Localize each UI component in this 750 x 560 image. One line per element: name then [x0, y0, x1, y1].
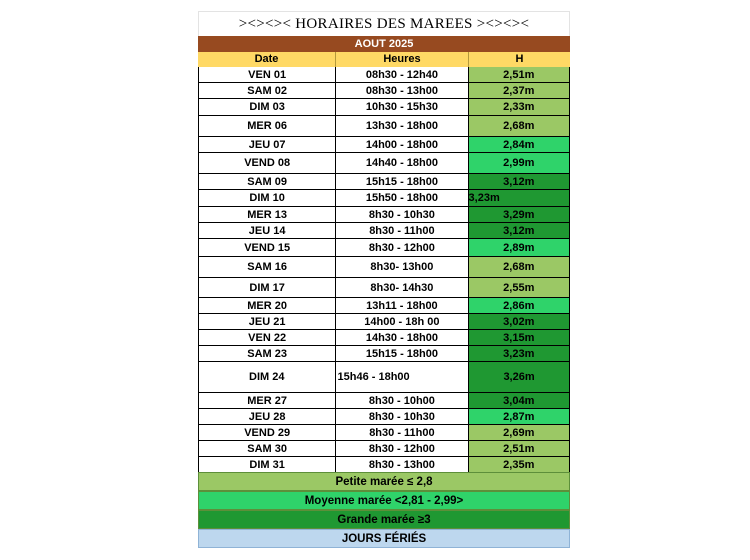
row-hours: 13h11 - 18h00 — [336, 298, 468, 313]
row-date: JEU 07 — [199, 137, 336, 152]
table-row — [199, 190, 569, 207]
row-hours: 08h30 - 13h00 — [336, 83, 468, 98]
table-row — [199, 409, 569, 425]
row-date: SAM 09 — [199, 174, 336, 189]
row-height: 2,68m — [469, 116, 569, 136]
row-height: 2,51m — [469, 67, 569, 82]
table-row — [199, 239, 569, 257]
row-date: JEU 14 — [199, 223, 336, 238]
table-row — [199, 298, 569, 314]
row-height: 2,33m — [469, 99, 569, 115]
row-date: DIM 17 — [199, 278, 336, 297]
row-height: 2,55m — [469, 278, 569, 297]
table-row — [199, 223, 569, 239]
table-row — [199, 137, 569, 153]
table-row — [199, 116, 569, 137]
table-row — [199, 314, 569, 330]
table-row — [199, 425, 569, 441]
row-date: MER 13 — [199, 207, 336, 222]
row-hours: 8h30 - 11h00 — [336, 223, 468, 238]
row-date: VEND 08 — [199, 153, 336, 173]
row-hours: 8h30 - 10h00 — [336, 393, 468, 408]
table-row — [199, 346, 569, 362]
table-row — [199, 83, 569, 99]
column-header-hours: Heures — [336, 52, 469, 67]
table-row — [199, 67, 569, 83]
row-hours: 10h30 - 15h30 — [336, 99, 468, 115]
month-banner: AOUT 2025 — [198, 36, 570, 52]
column-header-date: Date — [198, 52, 336, 67]
row-hours: 14h00 - 18h00 — [336, 137, 468, 152]
table-row — [199, 153, 569, 174]
row-date: SAM 16 — [199, 257, 336, 277]
row-height: 3,12m — [469, 223, 569, 238]
row-date: DIM 10 — [199, 190, 336, 206]
row-date: MER 27 — [199, 393, 336, 408]
row-date: MER 06 — [199, 116, 336, 136]
row-height: 3,15m — [469, 330, 569, 345]
row-date: SAM 23 — [199, 346, 336, 361]
table-row — [199, 441, 569, 457]
row-height: 2,35m — [469, 457, 569, 472]
row-height: 2,84m — [469, 137, 569, 152]
table-row — [199, 207, 569, 223]
row-hours: 8h30 - 13h00 — [336, 457, 468, 472]
row-date: VEND 29 — [199, 425, 336, 440]
row-hours: 8h30- 14h30 — [336, 278, 468, 297]
table-row — [199, 257, 569, 278]
table-row — [199, 174, 569, 190]
column-header-height: H — [515, 53, 524, 65]
table-row — [199, 278, 569, 298]
row-height: 3,23m — [469, 190, 569, 206]
row-date: SAM 30 — [199, 441, 336, 456]
row-height: 3,04m — [469, 393, 569, 408]
row-date: SAM 02 — [199, 83, 336, 98]
row-hours: 15h46 - 18h00 — [336, 362, 470, 392]
row-hours: 8h30- 13h00 — [336, 257, 468, 277]
row-height: 2,51m — [469, 441, 569, 456]
row-date: VEND 15 — [199, 239, 336, 256]
table-row — [199, 330, 569, 346]
row-height: 2,69m — [469, 425, 569, 440]
row-height: 3,23m — [469, 346, 569, 361]
table-row — [199, 99, 569, 116]
row-date: DIM 31 — [199, 457, 336, 472]
row-date: DIM 24 — [199, 362, 336, 392]
row-height: 2,99m — [469, 153, 569, 173]
row-date: JEU 21 — [199, 314, 336, 329]
row-height: 2,89m — [469, 239, 569, 256]
row-height: 2,68m — [469, 257, 569, 277]
legend-moyenne-maree: Moyenne marée <2,81 - 2,99> — [198, 491, 570, 510]
row-hours: 14h40 - 18h00 — [336, 153, 468, 173]
row-hours: 15h50 - 18h00 — [336, 190, 468, 206]
table-header — [198, 52, 570, 67]
row-height: 3,29m — [469, 207, 569, 222]
row-hours: 13h30 - 18h00 — [336, 116, 468, 136]
legend-grande-maree: Grande marée ≥3 — [198, 510, 570, 529]
row-date: VEN 22 — [199, 330, 336, 345]
row-height: 2,37m — [469, 83, 569, 98]
row-hours: 14h30 - 18h00 — [336, 330, 468, 345]
row-hours: 8h30 - 10h30 — [336, 409, 468, 424]
row-height: 2,86m — [469, 298, 569, 313]
legend-petite-maree: Petite marée ≤ 2,8 — [198, 472, 570, 491]
table-row — [199, 362, 569, 393]
row-date: VEN 01 — [199, 67, 336, 82]
table-row — [199, 457, 569, 473]
row-height: 3,26m — [469, 362, 569, 392]
row-height: 2,87m — [469, 409, 569, 424]
row-date: JEU 28 — [199, 409, 336, 424]
tide-table — [198, 11, 570, 473]
legend — [198, 472, 570, 548]
row-date: MER 20 — [199, 298, 336, 313]
row-hours: 8h30 - 11h00 — [336, 425, 468, 440]
row-height: 3,12m — [469, 174, 569, 189]
page-title: ><><>< HORAIRES DES MAREES ><><>< — [198, 11, 570, 36]
row-hours: 15h15 - 18h00 — [336, 346, 468, 361]
row-hours: 15h15 - 18h00 — [336, 174, 468, 189]
row-date: DIM 03 — [199, 99, 336, 115]
row-hours: 8h30 - 12h00 — [336, 441, 468, 456]
row-hours: 14h00 - 18h 00 — [336, 314, 468, 329]
row-hours: 08h30 - 12h40 — [336, 67, 468, 82]
row-hours: 8h30 - 10h30 — [336, 207, 468, 222]
table-body — [198, 67, 570, 473]
table-row — [199, 393, 569, 409]
legend-jours-feries: JOURS FÉRIÉS — [198, 529, 570, 548]
row-height: 3,02m — [469, 314, 569, 329]
row-hours: 8h30 - 12h00 — [336, 239, 468, 256]
